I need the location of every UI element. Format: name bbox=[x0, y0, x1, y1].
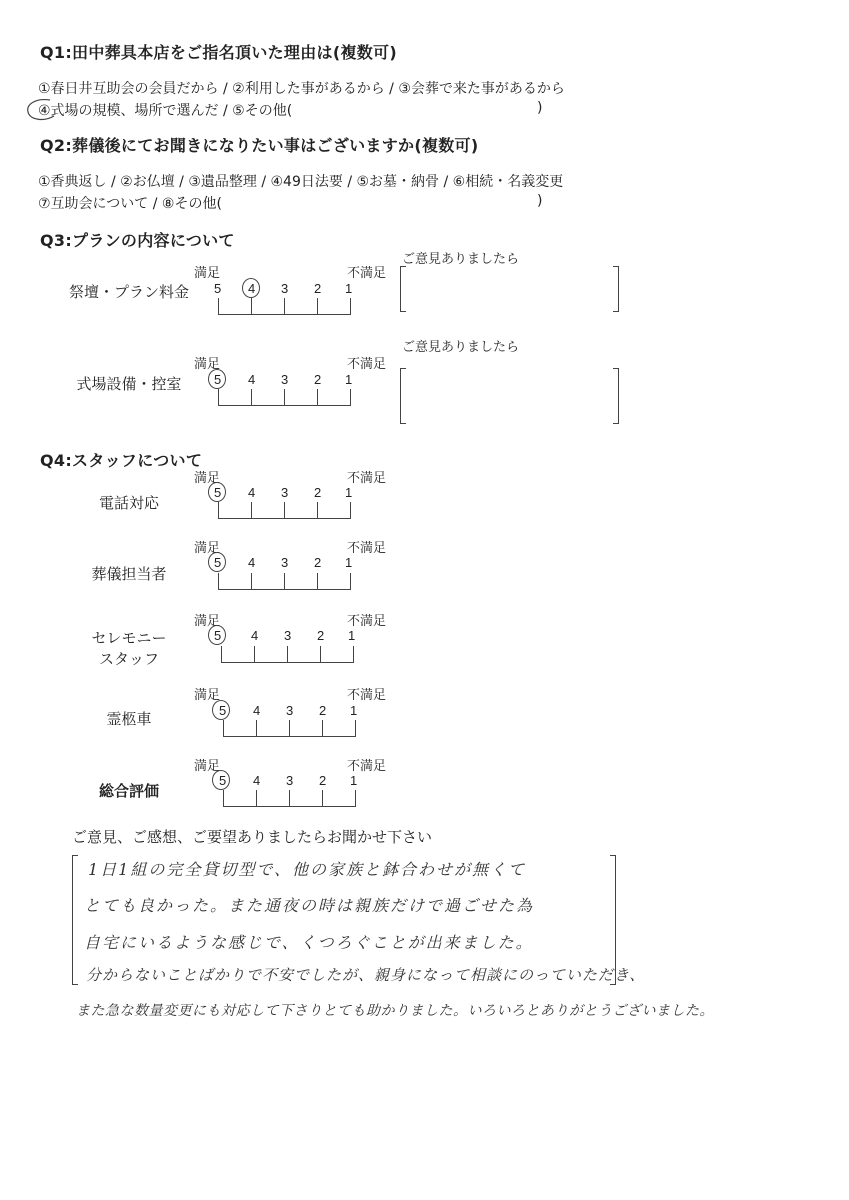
scale-1: 1 bbox=[345, 555, 353, 570]
scale-2: 2 bbox=[314, 372, 322, 387]
scale-high-label: 満足 bbox=[194, 357, 221, 372]
scale-high-label: 満足 bbox=[194, 688, 221, 703]
scale-3: 3 bbox=[281, 555, 289, 570]
scale-3: 3 bbox=[281, 372, 289, 387]
scale-tick bbox=[218, 298, 219, 314]
scale-baseline bbox=[223, 806, 356, 807]
scale-baseline bbox=[221, 662, 354, 663]
q4-row3-label-line2: スタッフ bbox=[98, 650, 159, 668]
scale-5: 5 bbox=[214, 372, 222, 387]
comment-handwritten-line1: 1日1組の完全貸切型で、他の家族と鉢合わせが無くて bbox=[88, 860, 527, 879]
scale-tick bbox=[284, 502, 285, 518]
scale-4: 4 bbox=[248, 485, 256, 500]
scale-tick bbox=[289, 720, 290, 736]
q1-choice-4-circle-mark bbox=[22, 96, 62, 126]
scale-1: 1 bbox=[345, 281, 353, 296]
scale-5: 5 bbox=[219, 773, 227, 788]
scale-baseline bbox=[218, 589, 351, 590]
scale-3: 3 bbox=[284, 628, 292, 643]
scale-tick bbox=[350, 298, 351, 314]
scale-tick bbox=[317, 298, 318, 314]
q4-row5-selected-circle bbox=[212, 770, 230, 790]
scale-tick bbox=[223, 720, 224, 736]
scale-high-label: 満足 bbox=[194, 471, 221, 486]
scale-low-label: 不満足 bbox=[347, 614, 387, 629]
scale-tick bbox=[289, 790, 290, 806]
scale-tick bbox=[284, 573, 285, 589]
q3-row2-comment-bracket-right bbox=[613, 368, 619, 424]
scale-tick bbox=[251, 298, 252, 314]
q4-row4-label: 霊柩車 bbox=[106, 710, 152, 728]
scale-tick bbox=[350, 502, 351, 518]
scale-tick bbox=[287, 646, 288, 662]
scale-1: 1 bbox=[350, 703, 358, 718]
comment-handwritten-line5: また急な数量変更にも対応して下さりとても助かりました。いろいろとありがとうございました。 bbox=[76, 1003, 714, 1019]
scale-4: 4 bbox=[251, 628, 259, 643]
scale-1: 1 bbox=[350, 773, 358, 788]
scale-tick bbox=[254, 646, 255, 662]
q1-options-line2-close: ) bbox=[537, 100, 543, 116]
scale-tick bbox=[317, 389, 318, 405]
q3-row2-label: 式場設備・控室 bbox=[76, 375, 182, 393]
scale-tick bbox=[355, 790, 356, 806]
q3-row1-comment-field[interactable] bbox=[410, 270, 608, 308]
q3-row2-comment-field[interactable] bbox=[410, 372, 608, 420]
scale-tick bbox=[223, 790, 224, 806]
comments-bracket-left bbox=[72, 855, 78, 985]
scale-tick bbox=[322, 720, 323, 736]
scale-tick bbox=[317, 502, 318, 518]
q3-title: Q3:プランの内容について bbox=[40, 231, 235, 250]
q4-row3-selected-circle bbox=[208, 625, 226, 645]
q3-row1-label: 祭壇・プラン料金 bbox=[68, 283, 189, 301]
scale-1: 1 bbox=[345, 485, 353, 500]
scale-tick bbox=[320, 646, 321, 662]
scale-low-label: 不満足 bbox=[347, 688, 387, 703]
scale-tick bbox=[256, 720, 257, 736]
comment-handwritten-line4: 分からないことばかりで不安でしたが、親身になって相談にのっていただき、 bbox=[86, 966, 646, 984]
q3-row2-comment-bracket-left bbox=[400, 368, 406, 424]
q4-row4-selected-circle bbox=[212, 700, 230, 720]
scale-3: 3 bbox=[286, 703, 294, 718]
scale-4: 4 bbox=[248, 281, 256, 296]
scale-baseline bbox=[218, 314, 351, 315]
scale-high-label: 満足 bbox=[194, 614, 221, 629]
q1-options-line2: ④式場の規模、場所で選んだ / ⑤その他( bbox=[38, 103, 293, 119]
scale-tick bbox=[284, 389, 285, 405]
q3-row1-comment-bracket-right bbox=[613, 266, 619, 312]
scale-tick bbox=[221, 646, 222, 662]
scale-4: 4 bbox=[253, 703, 261, 718]
q3-row1-comment-bracket-left bbox=[400, 266, 406, 312]
scale-4: 4 bbox=[248, 555, 256, 570]
q3-row2-selected-circle bbox=[208, 369, 226, 389]
scale-high-label: 満足 bbox=[194, 541, 221, 556]
q4-row5-label: 総合評価 bbox=[98, 782, 159, 800]
scale-5: 5 bbox=[214, 628, 222, 643]
q3-row1-selected-circle bbox=[242, 278, 260, 298]
comment-handwritten-line3: 自宅にいるような感じで、くつろぐことが出来ました。 bbox=[84, 933, 534, 952]
scale-high-label: 満足 bbox=[194, 266, 221, 281]
q2-title: Q2:葬儀後にてお聞きになりたい事はございますか(複数可) bbox=[40, 136, 479, 155]
scale-2: 2 bbox=[317, 628, 325, 643]
scale-5: 5 bbox=[214, 485, 222, 500]
comments-prompt: ご意見、ご感想、ご要望ありましたらお聞かせ下さい bbox=[72, 828, 433, 846]
scale-1: 1 bbox=[345, 372, 353, 387]
scale-low-label: 不満足 bbox=[347, 357, 387, 372]
scale-tick bbox=[350, 389, 351, 405]
scale-tick bbox=[218, 573, 219, 589]
scale-tick bbox=[256, 790, 257, 806]
scale-5: 5 bbox=[219, 703, 227, 718]
scale-tick bbox=[350, 573, 351, 589]
scale-2: 2 bbox=[319, 773, 327, 788]
scale-5: 5 bbox=[214, 281, 222, 296]
scale-4: 4 bbox=[248, 372, 256, 387]
q3-row1-comment-prompt: ご意見ありましたら bbox=[402, 252, 520, 267]
scale-4: 4 bbox=[253, 773, 261, 788]
scale-2: 2 bbox=[314, 555, 322, 570]
scale-2: 2 bbox=[314, 485, 322, 500]
scale-tick bbox=[284, 298, 285, 314]
scale-2: 2 bbox=[319, 703, 327, 718]
q4-row3-label-line1: セレモニー bbox=[91, 629, 167, 647]
scale-tick bbox=[218, 502, 219, 518]
q1-title: Q1:田中葬具本店をご指名頂いた理由は(複数可) bbox=[40, 43, 397, 62]
scale-5: 5 bbox=[214, 555, 222, 570]
scale-tick bbox=[317, 573, 318, 589]
scale-baseline bbox=[218, 405, 351, 406]
scale-3: 3 bbox=[281, 281, 289, 296]
scale-low-label: 不満足 bbox=[347, 541, 387, 556]
scale-tick bbox=[322, 790, 323, 806]
scale-3: 3 bbox=[281, 485, 289, 500]
q3-row2-comment-prompt: ご意見ありましたら bbox=[402, 340, 520, 355]
scale-tick bbox=[251, 502, 252, 518]
scale-3: 3 bbox=[286, 773, 294, 788]
q1-options-line1: ①春日井互助会の会員だから / ②利用した事があるから / ③会葬で来た事があるから bbox=[38, 81, 565, 97]
q4-row2-label: 葬儀担当者 bbox=[91, 565, 167, 583]
q2-options-line1: ①香典返し / ②お仏壇 / ③遺品整理 / ④49日法要 / ⑤お墓・納骨 / ⑥相続・名義変更 bbox=[38, 174, 564, 190]
q4-row1-selected-circle bbox=[208, 482, 226, 502]
scale-tick bbox=[251, 389, 252, 405]
scale-baseline bbox=[223, 736, 356, 737]
scale-tick bbox=[353, 646, 354, 662]
q4-row2-selected-circle bbox=[208, 552, 226, 572]
scale-tick bbox=[251, 573, 252, 589]
scale-high-label: 満足 bbox=[194, 759, 221, 774]
comment-handwritten-line2: とても良かった。また通夜の時は親族だけで過ごせた為 bbox=[84, 896, 535, 915]
scale-2: 2 bbox=[314, 281, 322, 296]
q4-title: Q4:スタッフについて bbox=[40, 451, 203, 470]
scale-low-label: 不満足 bbox=[347, 759, 387, 774]
scale-low-label: 不満足 bbox=[347, 266, 387, 281]
scale-1: 1 bbox=[348, 628, 356, 643]
scale-low-label: 不満足 bbox=[347, 471, 387, 486]
scale-tick bbox=[218, 389, 219, 405]
q2-options-line2-close: ) bbox=[537, 193, 543, 209]
scale-tick bbox=[355, 720, 356, 736]
scale-baseline bbox=[218, 518, 351, 519]
q2-options-line2: ⑦互助会について / ⑧その他( bbox=[38, 196, 222, 212]
q4-row1-label: 電話対応 bbox=[98, 494, 159, 512]
